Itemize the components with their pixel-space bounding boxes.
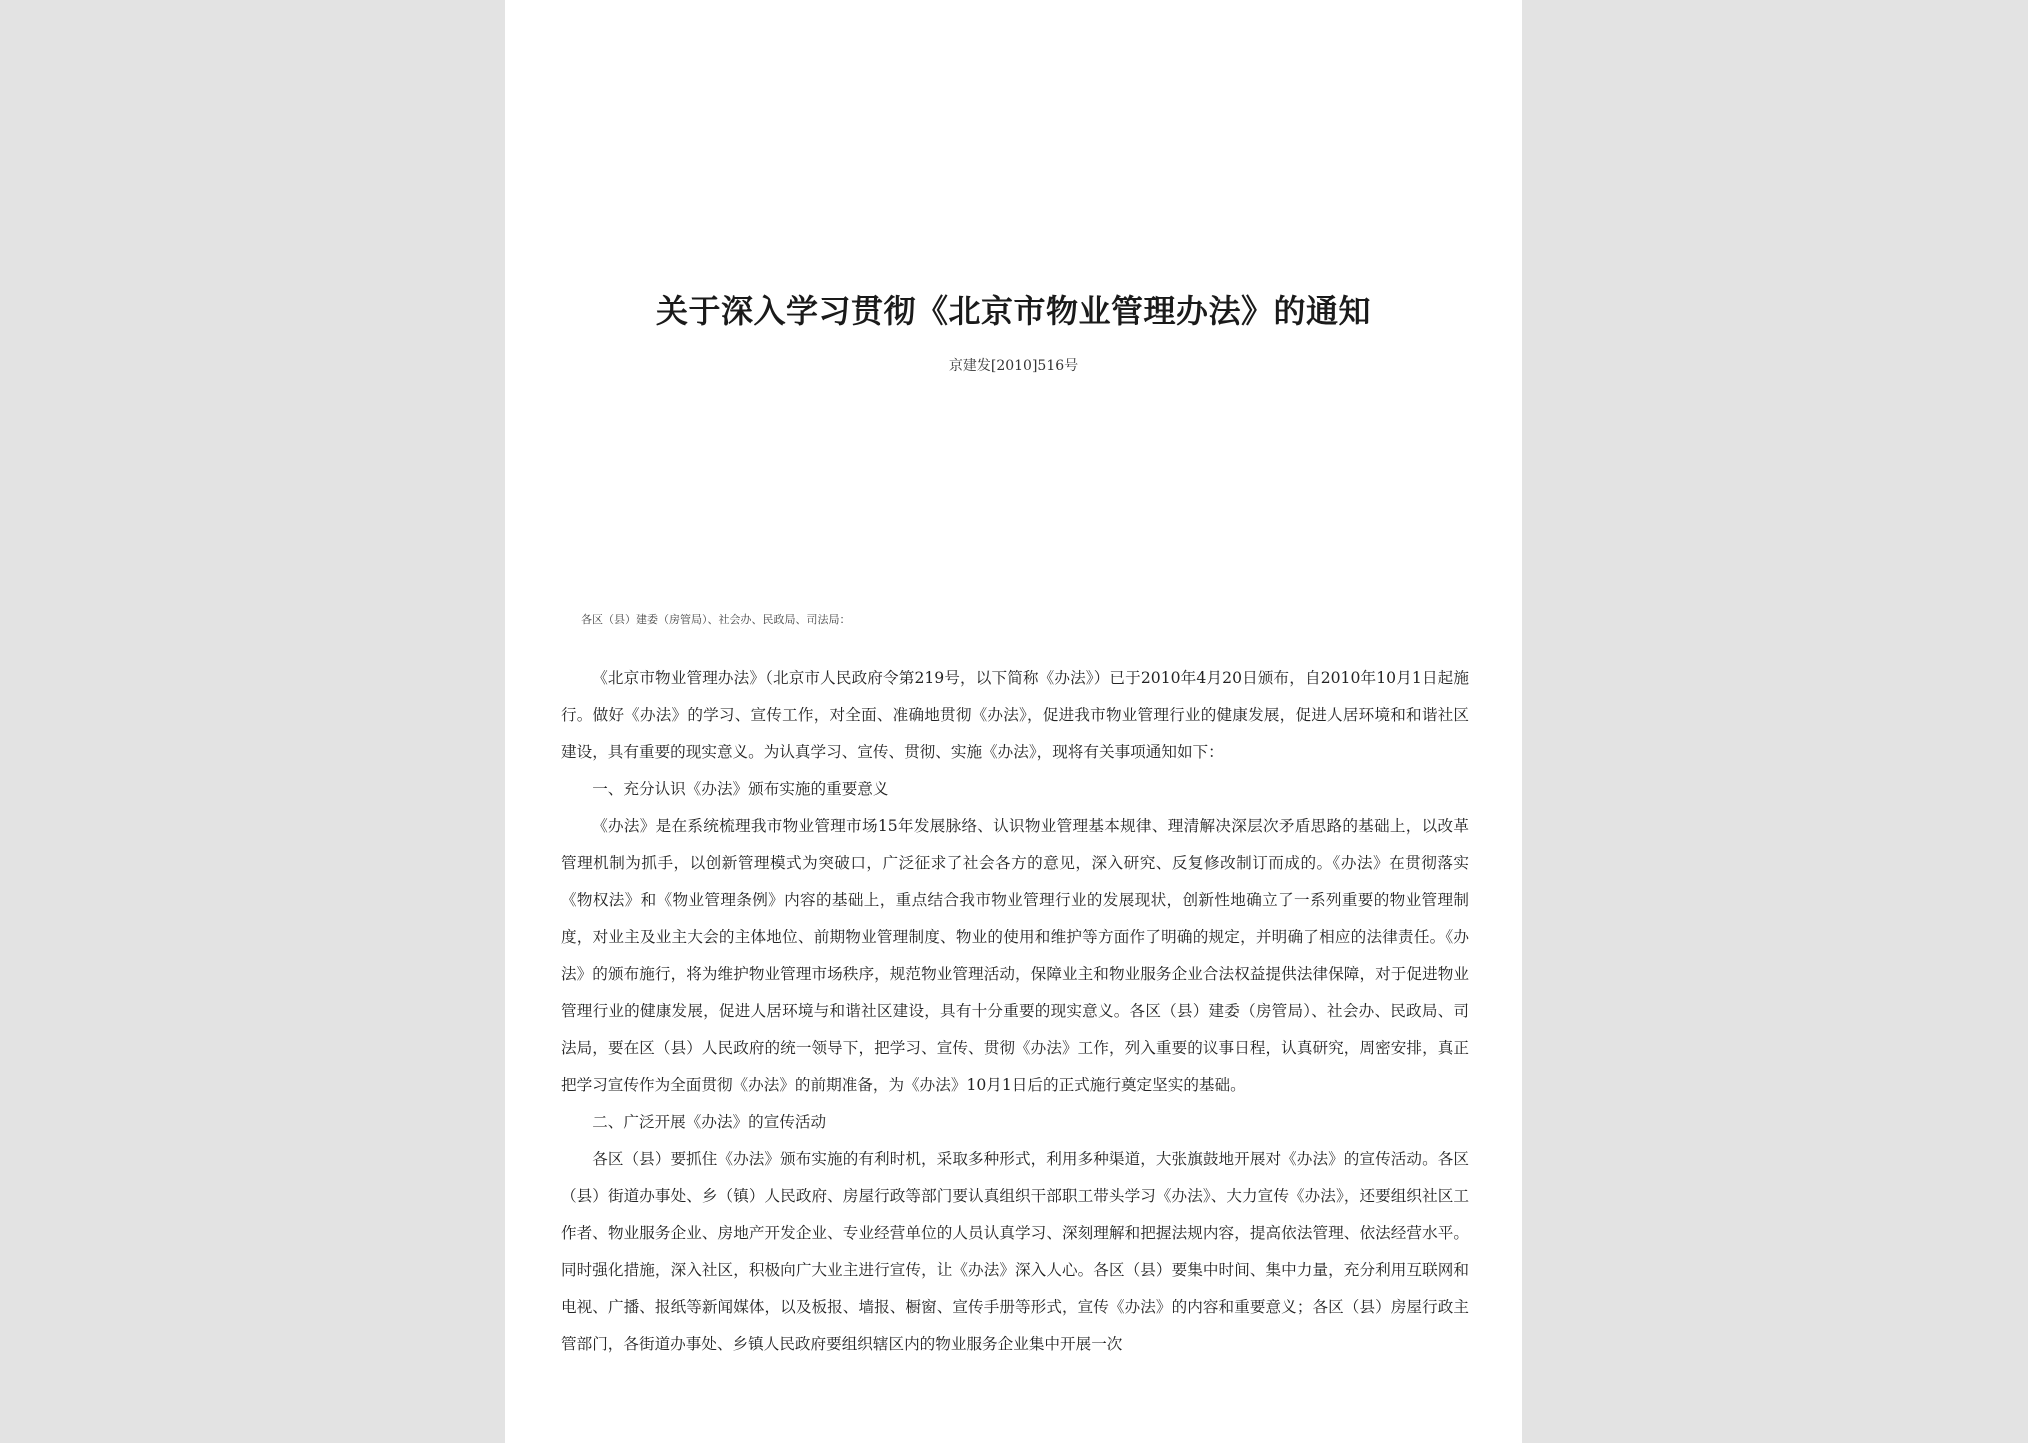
document-title: 关于深入学习贯彻《北京市物业管理办法》的通知	[655, 292, 1371, 330]
document-page	[505, 0, 1522, 1443]
section-heading-2: 二、广泛开展《办法》的宣传活动	[592, 1113, 827, 1131]
section-heading-1: 一、充分认识《办法》颁布实施的重要意义	[592, 780, 889, 798]
document-body	[561, 660, 1469, 1363]
addressee-line: 各区（县）建委（房管局）、社会办、民政局、司法局：	[581, 613, 851, 626]
body-paragraph: 各区（县）要抓住《办法》颁布实施的有利时机，采取多种形式，利用多种渠道，大张旗鼓地开展对《办法》的宣传活动。各区（县）街道办事处、乡（镇）人民政府、房屋行政等部门要认真组织干部职工带头学习《办法》、大力宣传《办法》，还要组织社区工作者、物业服务企业、房地产开发企业、专业经营单位的人员认真学习、深刻理解和把握法规内容，提高依法管理、依法经营水平。同时强化措施，深入社区，积极向广大业主进行宣传，让《办法》深入人心。各区（县）要集中时间、集中力量，充分利用互联网和电视、广播、报纸等新闻媒体，以及板报、墙报、橱窗、宣传手册等形式，宣传《办法》的内容和重要意义；各区（县）房屋行政主管部门，各街道办事处、乡镇人民政府要组织辖区内的物业服务企业集中开展一次	[561, 1150, 1469, 1353]
body-paragraph: 《北京市物业管理办法》（北京市人民政府令第219号，以下简称《办法》）已于2010年4月20日颁布，自2010年10月1日起施行。做好《办法》的学习、宣传工作，对全面、准确地贯彻《办法》，促进我市物业管理行业的健康发展，促进人居环境和和谐社区建设，具有重要的现实意义。为认真学习、宣传、贯彻、实施《办法》，现将有关事项通知如下：	[561, 669, 1469, 761]
body-paragraph: 《办法》是在系统梳理我市物业管理市场15年发展脉络、认识物业管理基本规律、理清解决深层次矛盾思路的基础上，以改革管理机制为抓手，以创新管理模式为突破口，广泛征求了社会各方的意见，深入研究、反复修改制订而成的。《办法》在贯彻落实《物权法》和《物业管理条例》内容的基础上，重点结合我市物业管理行业的发展现状，创新性地确立了一系列重要的物业管理制度，对业主及业主大会的主体地位、前期物业管理制度、物业的使用和维护等方面作了明确的规定，并明确了相应的法律责任。《办法》的颁布施行，将为维护物业管理市场秩序，规范物业管理活动，保障业主和物业服务企业合法权益提供法律保障，对于促进物业管理行业的健康发展，促进人居环境与和谐社区建设，具有十分重要的现实意义。各区（县）建委（房管局）、社会办、民政局、司法局，要在区（县）人民政府的统一领导下，把学习、宣传、贯彻《办法》工作，列入重要的议事日程，认真研究，周密安排，真正把学习宣传作为全面贯彻《办法》的前期准备，为《办法》10月1日后的正式施行奠定坚实的基础。	[561, 817, 1469, 1094]
document-number: 京建发[2010]516号	[948, 358, 1079, 374]
